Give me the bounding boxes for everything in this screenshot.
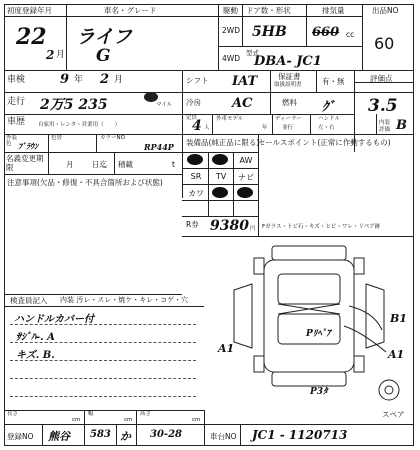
warranty-sub: 取扱説明書 xyxy=(274,82,302,88)
fuel-label: 燃料 xyxy=(282,98,297,107)
inspector-options: 内装 汚レ・スレ・焼ケ・キレ・コゲ・穴 xyxy=(60,296,189,304)
r-price-label: R券 xyxy=(186,220,199,229)
cc-unit: cc xyxy=(346,30,355,39)
mark-a1-left: A1 xyxy=(218,342,235,355)
displacement-value: 660 xyxy=(312,25,340,40)
plate-label: 登録NO xyxy=(7,432,34,441)
mark-p-box: P3ﾀ xyxy=(310,387,328,397)
color-change-label: 色替 xyxy=(51,135,63,141)
auction-sheet xyxy=(4,4,414,446)
car-name-label: 車名・グレード xyxy=(104,6,157,15)
drive-label: 駆動 xyxy=(223,6,238,15)
shift-value: IAT xyxy=(232,74,258,89)
equip-abs-icon xyxy=(212,187,228,198)
plate-number: 30-28 xyxy=(150,429,182,440)
color-no-value: RP44P xyxy=(144,142,174,152)
glass-bar: Fガラス・トビ石・キズ・ヒビ・ワレ・リペア跡 xyxy=(262,224,381,230)
name-change-label: 名義変更期限 xyxy=(6,154,44,172)
interior-label: 内装評価 xyxy=(379,120,391,133)
equip-leather: カワ xyxy=(188,189,204,198)
length-label: 長さ xyxy=(7,411,19,417)
shaken-month: 2 xyxy=(100,72,110,87)
mileage-label: 走行 xyxy=(7,97,26,107)
warranty-label: 保証書 xyxy=(278,72,301,81)
height-cm: cm xyxy=(192,417,201,423)
model-value: DBA- JC1 xyxy=(254,54,322,69)
outer-color-label: 外装色 xyxy=(6,135,18,147)
equip-ab-icon xyxy=(237,187,253,198)
name-change-month: 月 xyxy=(66,160,74,169)
spare-label: スペア xyxy=(382,410,405,419)
first-reg-year: 22 xyxy=(16,24,47,50)
equip-pw-icon xyxy=(212,154,228,165)
mark-b1: B1 xyxy=(390,312,407,325)
exhibit-no: 60 xyxy=(374,34,395,53)
history-label: 車歴 xyxy=(7,117,26,127)
fuel-value: ｸﾞ xyxy=(322,100,335,115)
note-line-2: ｻｼﾞﾊ-. A xyxy=(16,332,55,343)
mileage-unit: マイル xyxy=(156,102,173,108)
equip-aw: AW xyxy=(239,156,253,165)
door-shape-value: 5HB xyxy=(252,24,287,40)
grade-value: G xyxy=(96,46,111,66)
equip-sr: SR xyxy=(190,172,202,181)
color-no-label: カラーNO xyxy=(100,135,125,141)
capacity-value: 4 xyxy=(192,118,202,134)
exhibit-label: 出品NO xyxy=(372,6,399,15)
drive-2wd: 2WD xyxy=(222,26,240,35)
width-label: 幅 xyxy=(88,411,94,417)
equip-tv: TV xyxy=(215,172,227,181)
rating-label: 評価点 xyxy=(370,74,393,83)
equip-navi: ナビ xyxy=(238,173,254,182)
shaken-year: 9 xyxy=(60,72,70,87)
stack-unit: t xyxy=(172,160,175,169)
history-options: 自家用・レンタ・営業用（ ） xyxy=(38,122,121,128)
model-year-label: 外車モデル xyxy=(216,116,244,122)
note-line-3: キズ. B. xyxy=(16,350,55,361)
ac-value: AC xyxy=(232,96,253,111)
plate-region: 熊谷 xyxy=(48,430,70,443)
shaken-year-unit: 年 xyxy=(74,75,84,85)
note-label: 注意事項(欠品・修復・不具合箇所および状態) xyxy=(7,178,163,187)
rating-value: 3.5 xyxy=(368,96,398,116)
dealer-sub: 並行 xyxy=(282,125,294,131)
ac-label: 冷房 xyxy=(186,98,201,107)
first-reg-label: 初度登録年月 xyxy=(7,6,52,15)
outer-color-value: ﾌﾞﾗｳﾝ xyxy=(18,141,38,151)
length-cm: cm xyxy=(72,417,81,423)
interior-value: B xyxy=(396,118,407,133)
inspector-label: 検査員記入 xyxy=(10,296,48,305)
first-reg-month: 2 xyxy=(46,48,55,62)
warranty-value: 有・無 xyxy=(322,77,345,86)
plate-kana: か xyxy=(120,430,131,443)
r-price-value: 9380 xyxy=(210,218,249,234)
first-reg-month-unit: 月 xyxy=(56,50,66,60)
name-change-day: 日迄 xyxy=(92,160,107,169)
chassis-label: 車台NO xyxy=(210,432,237,441)
stack-label: 積載 xyxy=(118,160,133,169)
equip-ps-icon xyxy=(187,154,203,165)
r-price-unit: 円 xyxy=(250,226,256,232)
shift-label: シフト xyxy=(186,76,209,85)
plate-class: 583 xyxy=(90,429,111,440)
shaken-label: 車検 xyxy=(7,75,26,85)
equipment-label: 装備品(純正品に限る) xyxy=(186,138,260,147)
height-label: 高さ xyxy=(140,411,152,417)
drive-4wd: 4WD xyxy=(222,54,240,63)
width-cm: cm xyxy=(124,417,133,423)
sales-point-label: セールスポイント(正常に作動するもの) xyxy=(258,138,391,147)
dealer-label: ディーラー xyxy=(275,116,303,122)
model-year-unit: 年 xyxy=(262,125,268,131)
mark-prime: Pﾘﾍﾟｱ xyxy=(306,329,331,339)
chassis-value: JC1 - 1120713 xyxy=(252,428,348,442)
car-name-value: ライフ xyxy=(76,26,132,48)
mark-a1-right: A1 xyxy=(388,348,405,361)
odometer-stamp xyxy=(144,92,158,102)
door-shape-label: ドア数・形状 xyxy=(246,6,291,15)
displacement-label: 排気量 xyxy=(322,6,345,15)
handle-label: ハンドル xyxy=(318,116,341,122)
capacity-unit: 人 xyxy=(204,125,210,131)
mileage-value: 2万5 235 xyxy=(40,97,108,113)
model-label: 型式 xyxy=(246,49,259,57)
handle-value: 左・右 xyxy=(318,125,335,131)
shaken-month-unit: 月 xyxy=(114,75,124,85)
capacity-label: 定員 xyxy=(186,115,198,121)
note-line-1: ハンドルカバー付 xyxy=(14,314,94,325)
